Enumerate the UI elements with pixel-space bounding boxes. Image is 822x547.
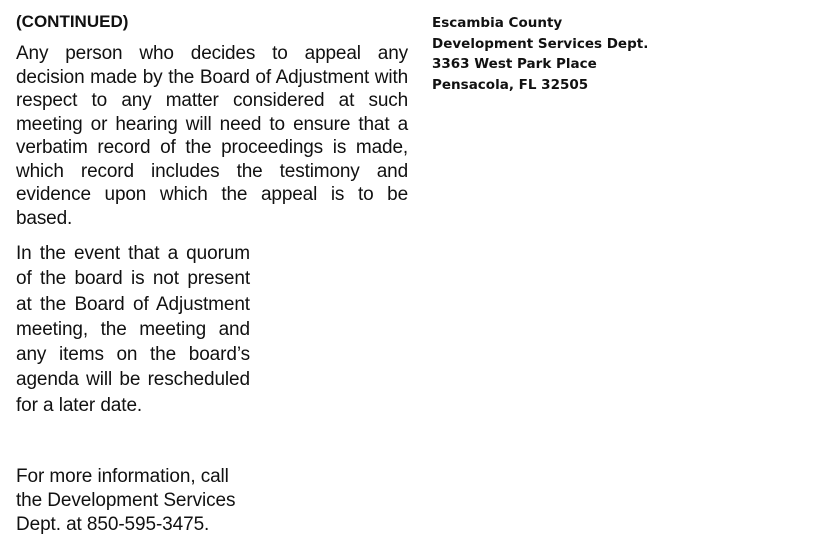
address-line-county: Escambia County [432, 15, 563, 31]
address-line-department: Development Services Dept. [432, 35, 649, 52]
contact-paragraph: For more information, call the Development Services Dept. at 850-595-3475. [16, 466, 236, 535]
continued-heading: (CONTINUED) [16, 12, 129, 31]
appeal-paragraph: Any person who decides to appeal any decision made by the Board of Adjustment with respect to any matter considered at such meeting or hearing will need to ensure that a verbatim record of the proceedings is made, which record includes the testimony and evidence upon which the appeal is to be based. [16, 43, 408, 229]
quorum-paragraph: In the event that a quorum of the board is not present at the Board of Adjustment meeting, the meeting and any items on the board’s agenda will be rescheduled for a later date. [16, 243, 250, 416]
return-address [432, 13, 648, 95]
address-line-city: Pensacola, FL 32505 [432, 76, 589, 93]
address-line-street: 3363 West Park Place [432, 56, 597, 72]
